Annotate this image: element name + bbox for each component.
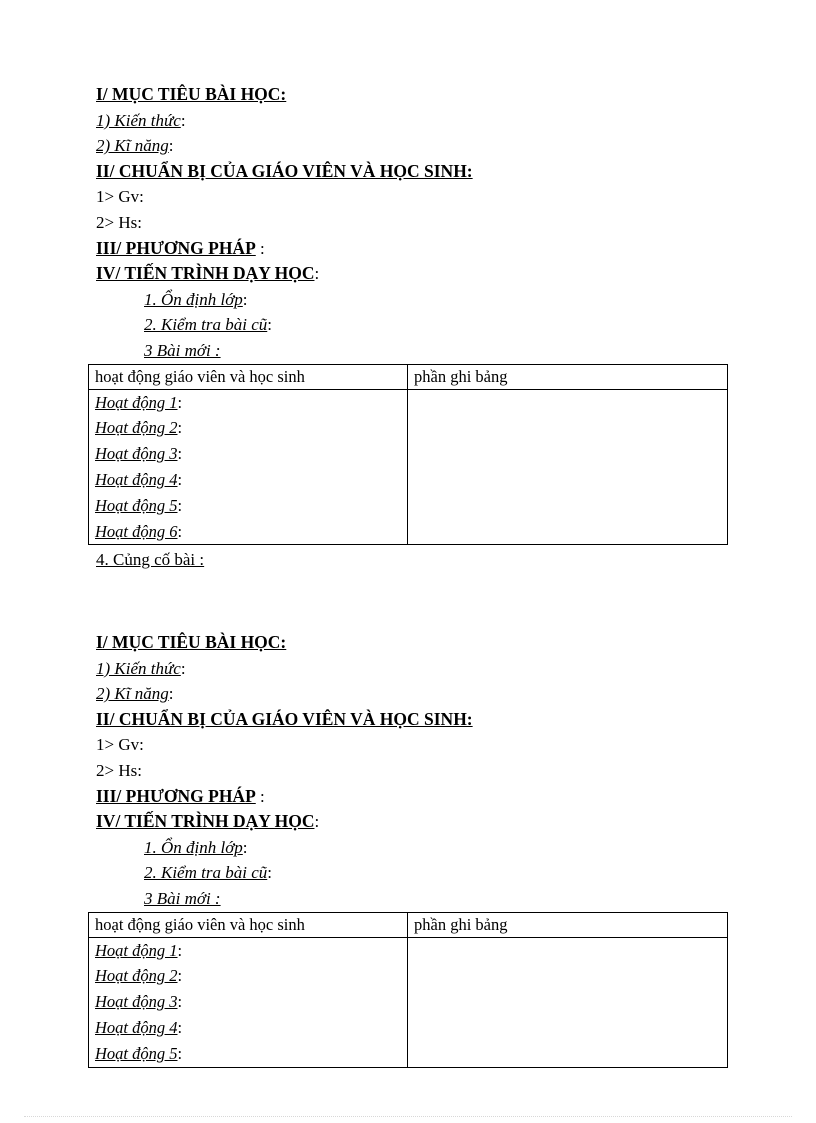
table-row (89, 389, 728, 545)
activity-label: Hoạt động 5 (95, 1043, 178, 1063)
activity-label: Hoạt động 4 (95, 469, 178, 489)
colon: : (168, 136, 174, 156)
activity-label: Hoạt động 1 (95, 392, 178, 412)
objectives-heading: I/ MỤC TIÊU BÀI HỌC: (96, 84, 287, 104)
process-heading: IV/ TIẾN TRÌNH DẠY HỌC (96, 811, 315, 832)
teacher-line: 1> Gv: (96, 735, 144, 755)
colon: : (177, 392, 183, 412)
method-heading: III/ PHƯƠNG PHÁP (96, 785, 256, 806)
step-2-line (96, 860, 736, 886)
activity-table (88, 912, 728, 1068)
activity-table (88, 364, 728, 546)
activity-label: Hoạt động 2 (95, 418, 178, 438)
activity-label: Hoạt động 3 (95, 444, 178, 464)
activity-item (95, 467, 401, 493)
step-1-label: 1. Ổn định lớp (144, 837, 243, 857)
board-notes-cell (408, 937, 728, 1067)
board-notes-cell (408, 389, 728, 545)
activity-label: Hoạt động 6 (95, 521, 178, 541)
activity-item (95, 415, 401, 441)
activity-item (95, 963, 401, 989)
lesson-plan-section-2 (96, 630, 736, 1068)
page-bottom-divider (24, 1116, 792, 1117)
table-row (89, 937, 728, 1067)
process-line (96, 809, 736, 835)
colon: : (168, 684, 174, 704)
knowledge-line (96, 656, 736, 682)
step-2-label: 2. Kiểm tra bài cũ (144, 315, 268, 335)
student-line: 2> Hs: (96, 212, 142, 232)
knowledge-label: 1) Kiến thức (96, 658, 181, 678)
step-3-label: 3 Bài mới : (144, 340, 221, 360)
activity-label: Hoạt động 5 (95, 495, 178, 515)
colon: : (177, 1043, 183, 1063)
colon: : (177, 444, 183, 464)
colon: : (314, 264, 320, 284)
step-2-line (96, 312, 736, 338)
preparation-heading: II/ CHUẨN BỊ CỦA GIÁO VIÊN VÀ HỌC SINH: (96, 708, 473, 729)
column-header-board-notes: phần ghi bảng (408, 912, 728, 937)
activity-item (95, 519, 401, 545)
table-header-row (89, 364, 728, 389)
colon: : (177, 992, 183, 1012)
consolidation-label: 4. Củng cố bài : (96, 550, 205, 570)
activity-label: Hoạt động 2 (95, 966, 178, 986)
activity-item (95, 1015, 401, 1041)
step-1-line (96, 835, 736, 861)
activity-item (95, 1041, 401, 1067)
step-3-label: 3 Bài mới : (144, 888, 221, 908)
skills-label: 2) Kĩ năng (96, 684, 169, 704)
knowledge-label: 1) Kiến thức (96, 110, 181, 130)
skills-label: 2) Kĩ năng (96, 136, 169, 156)
colon: : (177, 469, 183, 489)
colon: : (267, 315, 272, 335)
colon: : (242, 289, 248, 309)
student-line: 2> Hs: (96, 760, 142, 780)
lesson-plan-section-1 (96, 82, 736, 573)
column-header-activities: hoạt động giáo viên và học sinh (89, 912, 408, 937)
activity-item (95, 441, 401, 467)
activity-item (95, 493, 401, 519)
colon: : (177, 1017, 183, 1037)
column-header-board-notes: phần ghi bảng (408, 364, 728, 389)
step-1-line (96, 287, 736, 313)
skills-line (96, 133, 736, 159)
colon: : (177, 966, 183, 986)
activities-cell (89, 389, 408, 545)
colon: : (180, 658, 186, 678)
colon: : (177, 521, 183, 541)
method-colon: : (255, 786, 265, 806)
column-header-activities: hoạt động giáo viên và học sinh (89, 364, 408, 389)
colon: : (177, 418, 183, 438)
colon: : (267, 863, 272, 883)
activity-item (95, 989, 401, 1015)
activity-label: Hoạt động 1 (95, 940, 178, 960)
activity-label: Hoạt động 3 (95, 992, 178, 1012)
process-heading: IV/ TIẾN TRÌNH DẠY HỌC (96, 263, 315, 284)
preparation-heading: II/ CHUẨN BỊ CỦA GIÁO VIÊN VÀ HỌC SINH: (96, 160, 473, 181)
table-header-row (89, 912, 728, 937)
colon: : (180, 110, 186, 130)
activity-item (95, 390, 401, 416)
colon: : (242, 837, 248, 857)
method-line (96, 784, 736, 810)
method-colon: : (255, 238, 265, 258)
process-line (96, 261, 736, 287)
step-1-label: 1. Ổn định lớp (144, 289, 243, 309)
teacher-line: 1> Gv: (96, 187, 144, 207)
method-line (96, 236, 736, 262)
skills-line (96, 681, 736, 707)
step-3-line (96, 886, 736, 912)
activities-cell (89, 937, 408, 1067)
colon: : (314, 812, 320, 832)
activity-item (95, 938, 401, 964)
step-2-label: 2. Kiểm tra bài cũ (144, 863, 268, 883)
activity-label: Hoạt động 4 (95, 1017, 178, 1037)
method-heading: III/ PHƯƠNG PHÁP (96, 237, 256, 258)
consolidation-line (96, 547, 736, 573)
knowledge-line (96, 108, 736, 134)
colon: : (177, 495, 183, 515)
colon: : (177, 940, 183, 960)
objectives-heading: I/ MỤC TIÊU BÀI HỌC: (96, 632, 287, 652)
step-3-line (96, 338, 736, 364)
